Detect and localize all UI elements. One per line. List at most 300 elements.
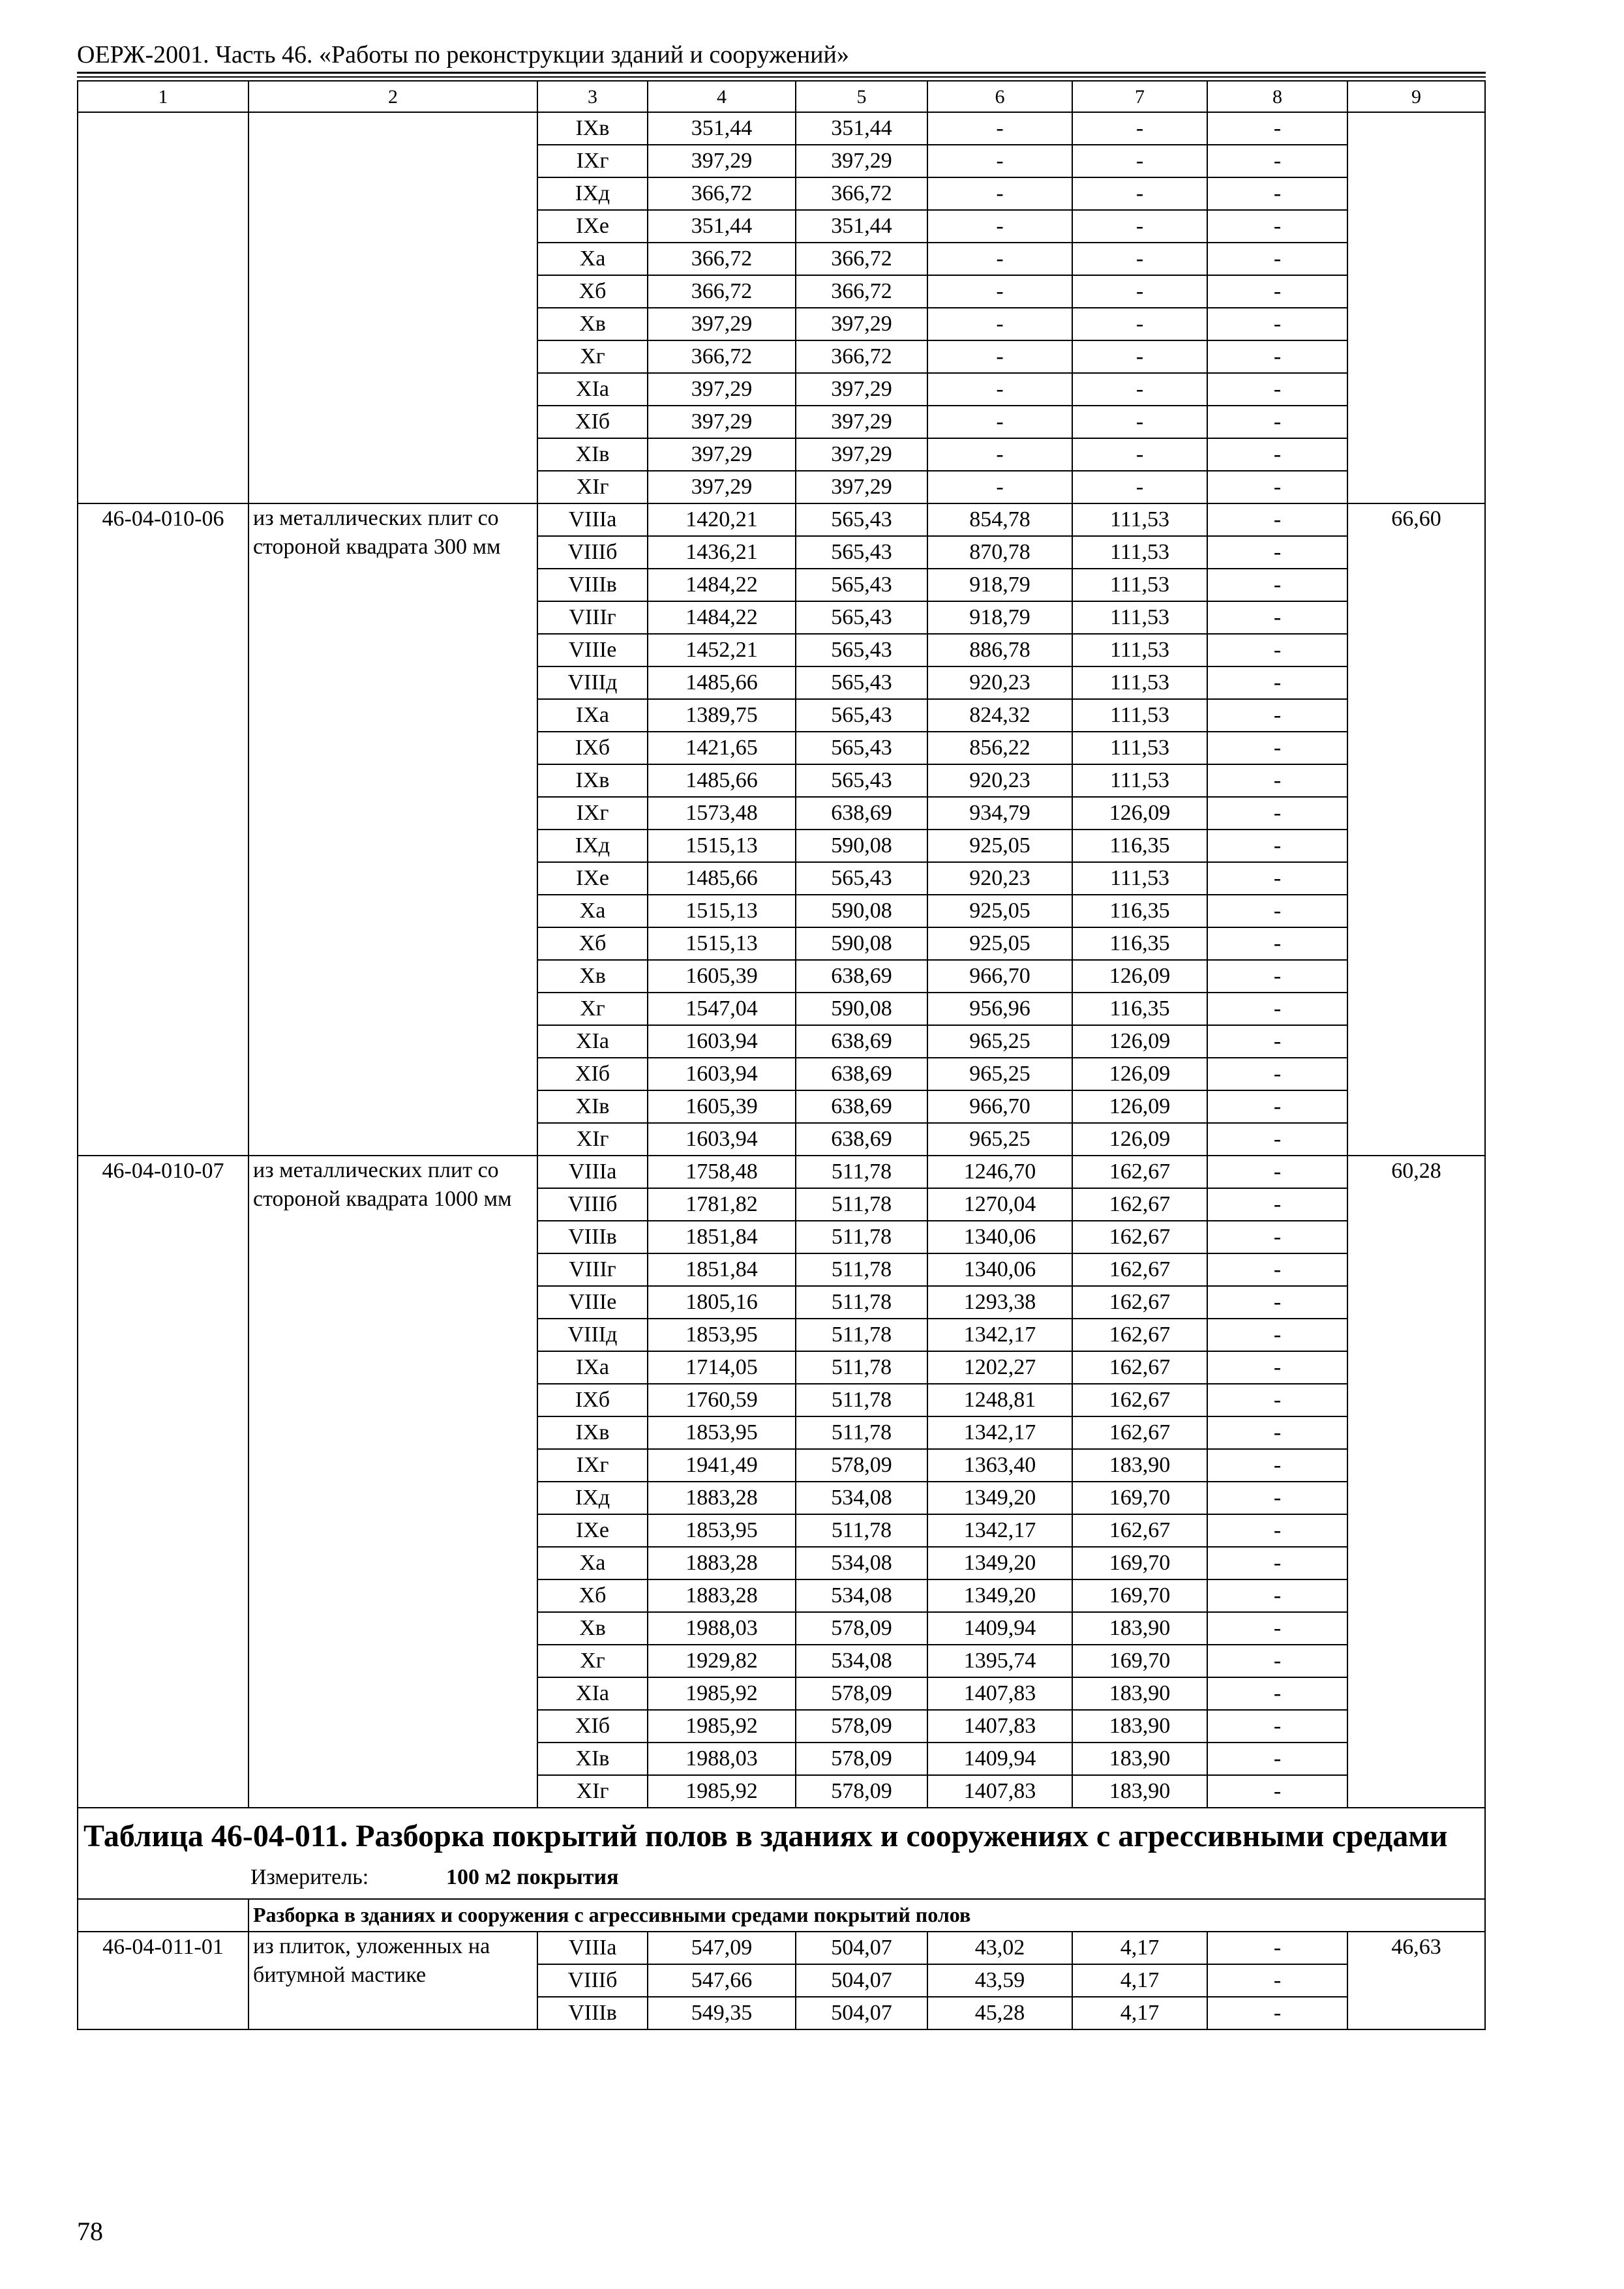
col7-cell: -: [1072, 112, 1207, 145]
col8-cell: -: [1207, 1286, 1347, 1319]
col6-cell: 956,96: [927, 993, 1072, 1025]
col5-cell: 351,44: [796, 210, 927, 243]
climate-zone-cell: IXд: [537, 830, 648, 862]
col7-cell: -: [1072, 340, 1207, 373]
col5-cell: 565,43: [796, 732, 927, 764]
col4-cell: 1988,03: [648, 1612, 796, 1645]
col4-cell: 351,44: [648, 112, 796, 145]
col5-cell: 397,29: [796, 406, 927, 438]
col6-cell: 1349,20: [927, 1547, 1072, 1579]
col7-cell: 116,35: [1072, 830, 1207, 862]
col7-cell: 111,53: [1072, 666, 1207, 699]
col4-cell: 1452,21: [648, 634, 796, 666]
col7-cell: 162,67: [1072, 1156, 1207, 1188]
col7-cell: 183,90: [1072, 1710, 1207, 1743]
climate-zone-cell: Xа: [537, 895, 648, 927]
col6-cell: -: [927, 145, 1072, 177]
col5-cell: 638,69: [796, 1123, 927, 1156]
col7-cell: 111,53: [1072, 569, 1207, 601]
col5-cell: 397,29: [796, 145, 927, 177]
col7-cell: 162,67: [1072, 1221, 1207, 1253]
col5-cell: 511,78: [796, 1351, 927, 1384]
col6-cell: -: [927, 308, 1072, 340]
climate-zone-cell: XIа: [537, 1025, 648, 1058]
col5-cell: 534,08: [796, 1645, 927, 1677]
col6-cell: 856,22: [927, 732, 1072, 764]
col5-cell: 534,08: [796, 1579, 927, 1612]
header-rule: [77, 72, 1486, 74]
col4-cell: 1714,05: [648, 1351, 796, 1384]
col8-cell: -: [1207, 927, 1347, 960]
col4-cell: 1436,21: [648, 536, 796, 569]
col8-cell: -: [1207, 862, 1347, 895]
col8-cell: -: [1207, 177, 1347, 210]
climate-zone-cell: IXв: [537, 112, 648, 145]
col7-cell: 126,09: [1072, 1123, 1207, 1156]
column-number: 9: [1347, 81, 1485, 112]
col8-cell: -: [1207, 993, 1347, 1025]
col4-cell: 1988,03: [648, 1743, 796, 1775]
col7-cell: 4,17: [1072, 1932, 1207, 1964]
climate-zone-cell: VIIIа: [537, 1156, 648, 1188]
col5-cell: 565,43: [796, 666, 927, 699]
col5-cell: 397,29: [796, 373, 927, 406]
description-cell: [248, 112, 537, 503]
col8-cell: -: [1207, 1743, 1347, 1775]
column-number: 6: [927, 81, 1072, 112]
col7-cell: 126,09: [1072, 1090, 1207, 1123]
col8-cell: -: [1207, 764, 1347, 797]
column-number: 5: [796, 81, 927, 112]
climate-zone-cell: VIIIд: [537, 666, 648, 699]
col5-cell: 578,09: [796, 1449, 927, 1482]
col5-cell: 590,08: [796, 927, 927, 960]
col6-cell: 1409,94: [927, 1612, 1072, 1645]
col6-cell: 920,23: [927, 862, 1072, 895]
climate-zone-cell: Xа: [537, 1547, 648, 1579]
climate-zone-cell: IXг: [537, 1449, 648, 1482]
col5-cell: 590,08: [796, 895, 927, 927]
col8-cell: -: [1207, 1997, 1347, 2029]
col4-cell: 397,29: [648, 308, 796, 340]
climate-zone-cell: VIIIе: [537, 1286, 648, 1319]
col6-cell: 43,02: [927, 1932, 1072, 1964]
col5-cell: 366,72: [796, 275, 927, 308]
col4-cell: 366,72: [648, 275, 796, 308]
col8-cell: -: [1207, 1156, 1347, 1188]
col7-cell: 169,70: [1072, 1482, 1207, 1514]
col4-cell: 549,35: [648, 1997, 796, 2029]
col4-cell: 1883,28: [648, 1482, 796, 1514]
climate-zone-cell: Xа: [537, 243, 648, 275]
col7-cell: -: [1072, 308, 1207, 340]
col7-cell: 183,90: [1072, 1677, 1207, 1710]
col8-cell: -: [1207, 634, 1347, 666]
col5-cell: 511,78: [796, 1514, 927, 1547]
col5-cell: 638,69: [796, 1058, 927, 1090]
col7-cell: -: [1072, 406, 1207, 438]
col4-cell: 1941,49: [648, 1449, 796, 1482]
col5-cell: 504,07: [796, 1964, 927, 1997]
climate-zone-cell: IXб: [537, 1384, 648, 1416]
col6-cell: 1407,83: [927, 1677, 1072, 1710]
price-table: [77, 80, 1486, 2030]
col7-cell: 126,09: [1072, 960, 1207, 993]
climate-zone-cell: VIIIв: [537, 1997, 648, 2029]
col5-cell: 511,78: [796, 1188, 927, 1221]
col8-cell: -: [1207, 145, 1347, 177]
col6-cell: 1270,04: [927, 1188, 1072, 1221]
col6-cell: 1342,17: [927, 1514, 1072, 1547]
col8-cell: -: [1207, 895, 1347, 927]
col8-cell: -: [1207, 503, 1347, 536]
column-number: 8: [1207, 81, 1347, 112]
col4-cell: 1485,66: [648, 862, 796, 895]
col4-cell: 1547,04: [648, 993, 796, 1025]
col5-cell: 578,09: [796, 1775, 927, 1808]
col5-cell: 565,43: [796, 569, 927, 601]
col5-cell: 504,07: [796, 1932, 927, 1964]
climate-zone-cell: Xв: [537, 308, 648, 340]
col4-cell: 397,29: [648, 438, 796, 471]
table-title-row: [78, 1808, 1485, 1899]
col7-cell: 169,70: [1072, 1645, 1207, 1677]
col6-cell: 925,05: [927, 895, 1072, 927]
col4-cell: 1484,22: [648, 569, 796, 601]
col7-cell: 116,35: [1072, 895, 1207, 927]
col7-cell: 4,17: [1072, 1997, 1207, 2029]
col4-cell: 1603,94: [648, 1058, 796, 1090]
col5-cell: 351,44: [796, 112, 927, 145]
col4-cell: 1805,16: [648, 1286, 796, 1319]
col5-cell: 511,78: [796, 1253, 927, 1286]
climate-zone-cell: XIа: [537, 373, 648, 406]
col6-cell: 925,05: [927, 927, 1072, 960]
col4-cell: 397,29: [648, 406, 796, 438]
climate-zone-cell: IXа: [537, 1351, 648, 1384]
col6-cell: 854,78: [927, 503, 1072, 536]
climate-zone-cell: Xб: [537, 275, 648, 308]
col6-cell: 1407,83: [927, 1775, 1072, 1808]
col7-cell: 162,67: [1072, 1188, 1207, 1221]
col7-cell: 116,35: [1072, 993, 1207, 1025]
col6-cell: -: [927, 340, 1072, 373]
col6-cell: 966,70: [927, 960, 1072, 993]
col7-cell: 111,53: [1072, 764, 1207, 797]
col4-cell: 366,72: [648, 177, 796, 210]
climate-zone-cell: VIIIг: [537, 601, 648, 634]
col7-cell: 111,53: [1072, 634, 1207, 666]
col8-cell: -: [1207, 471, 1347, 503]
col4-cell: 351,44: [648, 210, 796, 243]
col8-cell: -: [1207, 666, 1347, 699]
col9-cell: 60,28: [1347, 1156, 1485, 1808]
col8-cell: -: [1207, 340, 1347, 373]
col8-cell: -: [1207, 1612, 1347, 1645]
column-number-row: [78, 81, 1485, 112]
col6-cell: 966,70: [927, 1090, 1072, 1123]
col7-cell: 169,70: [1072, 1547, 1207, 1579]
climate-zone-cell: VIIIв: [537, 1221, 648, 1253]
col6-cell: 1363,40: [927, 1449, 1072, 1482]
code-cell: 46-04-010-06: [78, 503, 248, 1156]
col4-cell: 1603,94: [648, 1025, 796, 1058]
col5-cell: 366,72: [796, 243, 927, 275]
col8-cell: -: [1207, 373, 1347, 406]
column-number: 7: [1072, 81, 1207, 112]
col4-cell: 1985,92: [648, 1775, 796, 1808]
col8-cell: -: [1207, 830, 1347, 862]
climate-zone-cell: VIIIв: [537, 569, 648, 601]
col8-cell: -: [1207, 1058, 1347, 1090]
col7-cell: -: [1072, 471, 1207, 503]
code-cell: 46-04-011-01: [78, 1932, 248, 2029]
col7-cell: 126,09: [1072, 797, 1207, 830]
col7-cell: -: [1072, 275, 1207, 308]
col7-cell: 183,90: [1072, 1612, 1207, 1645]
col7-cell: 183,90: [1072, 1775, 1207, 1808]
col7-cell: 116,35: [1072, 927, 1207, 960]
col7-cell: 162,67: [1072, 1253, 1207, 1286]
climate-zone-cell: VIIIб: [537, 1188, 648, 1221]
col6-cell: -: [927, 438, 1072, 471]
column-number: 3: [537, 81, 648, 112]
col8-cell: -: [1207, 699, 1347, 732]
description-cell: из металлических плит со стороной квадрата 300 мм: [248, 503, 537, 1156]
climate-zone-cell: Xг: [537, 340, 648, 373]
col8-cell: -: [1207, 1964, 1347, 1997]
section-title: Разборка в зданиях и сооружения с агрессивными средами покрытий полов: [248, 1899, 1485, 1932]
col7-cell: 126,09: [1072, 1025, 1207, 1058]
climate-zone-cell: IXе: [537, 210, 648, 243]
col4-cell: 1485,66: [648, 764, 796, 797]
col6-cell: 45,28: [927, 1997, 1072, 2029]
col4-cell: 1421,65: [648, 732, 796, 764]
column-number: 4: [648, 81, 796, 112]
col8-cell: -: [1207, 797, 1347, 830]
col8-cell: -: [1207, 1547, 1347, 1579]
climate-zone-cell: IXе: [537, 1514, 648, 1547]
col6-cell: -: [927, 406, 1072, 438]
section-empty-cell: [78, 1899, 248, 1932]
col5-cell: 578,09: [796, 1743, 927, 1775]
col6-cell: 870,78: [927, 536, 1072, 569]
col8-cell: -: [1207, 1677, 1347, 1710]
col9-cell: 46,63: [1347, 1932, 1485, 2029]
col4-cell: 397,29: [648, 471, 796, 503]
climate-zone-cell: XIг: [537, 1123, 648, 1156]
col4-cell: 1515,13: [648, 830, 796, 862]
col4-cell: 1883,28: [648, 1579, 796, 1612]
col6-cell: 1349,20: [927, 1482, 1072, 1514]
col6-cell: 824,32: [927, 699, 1072, 732]
col6-cell: 934,79: [927, 797, 1072, 830]
col4-cell: 1853,95: [648, 1319, 796, 1351]
col6-cell: 1340,06: [927, 1221, 1072, 1253]
col8-cell: -: [1207, 1188, 1347, 1221]
col8-cell: -: [1207, 1514, 1347, 1547]
meter-line: [83, 1863, 1479, 1892]
col6-cell: -: [927, 471, 1072, 503]
col8-cell: -: [1207, 601, 1347, 634]
col4-cell: 1603,94: [648, 1123, 796, 1156]
col6-cell: 965,25: [927, 1058, 1072, 1090]
climate-zone-cell: Xг: [537, 993, 648, 1025]
col8-cell: -: [1207, 1351, 1347, 1384]
col5-cell: 511,78: [796, 1156, 927, 1188]
col8-cell: -: [1207, 275, 1347, 308]
col5-cell: 565,43: [796, 536, 927, 569]
col8-cell: -: [1207, 308, 1347, 340]
col4-cell: 1781,82: [648, 1188, 796, 1221]
col8-cell: -: [1207, 1123, 1347, 1156]
col4-cell: 1853,95: [648, 1416, 796, 1449]
col7-cell: -: [1072, 210, 1207, 243]
climate-zone-cell: IXе: [537, 862, 648, 895]
col6-cell: 886,78: [927, 634, 1072, 666]
col8-cell: -: [1207, 1775, 1347, 1808]
col7-cell: 162,67: [1072, 1384, 1207, 1416]
col4-cell: 366,72: [648, 243, 796, 275]
climate-zone-cell: XIг: [537, 1775, 648, 1808]
col6-cell: -: [927, 373, 1072, 406]
climate-zone-cell: IXг: [537, 145, 648, 177]
col6-cell: 1349,20: [927, 1579, 1072, 1612]
col6-cell: 918,79: [927, 569, 1072, 601]
climate-zone-cell: Xб: [537, 927, 648, 960]
col7-cell: 162,67: [1072, 1416, 1207, 1449]
table-row: [78, 1156, 1485, 1188]
col5-cell: 638,69: [796, 1025, 927, 1058]
col6-cell: 1409,94: [927, 1743, 1072, 1775]
col7-cell: 111,53: [1072, 503, 1207, 536]
col6-cell: 965,25: [927, 1123, 1072, 1156]
col5-cell: 565,43: [796, 634, 927, 666]
col5-cell: 565,43: [796, 699, 927, 732]
col8-cell: -: [1207, 1025, 1347, 1058]
col5-cell: 565,43: [796, 764, 927, 797]
code-cell: [78, 112, 248, 503]
climate-zone-cell: Xв: [537, 1612, 648, 1645]
header-rule-secondary: [77, 76, 1486, 78]
climate-zone-cell: VIIIа: [537, 1932, 648, 1964]
col7-cell: -: [1072, 243, 1207, 275]
climate-zone-cell: IXа: [537, 699, 648, 732]
col5-cell: 590,08: [796, 830, 927, 862]
col7-cell: -: [1072, 438, 1207, 471]
climate-zone-cell: VIIIб: [537, 1964, 648, 1997]
col7-cell: -: [1072, 145, 1207, 177]
col8-cell: -: [1207, 1932, 1347, 1964]
col4-cell: 1851,84: [648, 1221, 796, 1253]
col5-cell: 590,08: [796, 993, 927, 1025]
page-number: 78: [77, 2217, 103, 2246]
col6-cell: 925,05: [927, 830, 1072, 862]
col6-cell: 1202,27: [927, 1351, 1072, 1384]
col4-cell: 1484,22: [648, 601, 796, 634]
col5-cell: 504,07: [796, 1997, 927, 2029]
table-title: Таблица 46-04-011. Разборка покрытий полов в зданиях и сооружениях с агрессивными средами: [83, 1819, 1448, 1853]
climate-zone-cell: IXв: [537, 1416, 648, 1449]
column-number: 2: [248, 81, 537, 112]
climate-zone-cell: XIа: [537, 1677, 648, 1710]
climate-zone-cell: VIIIг: [537, 1253, 648, 1286]
col8-cell: -: [1207, 406, 1347, 438]
col8-cell: -: [1207, 1579, 1347, 1612]
col6-cell: 1246,70: [927, 1156, 1072, 1188]
col8-cell: -: [1207, 569, 1347, 601]
col4-cell: 1760,59: [648, 1384, 796, 1416]
col6-cell: 1293,38: [927, 1286, 1072, 1319]
col7-cell: 169,70: [1072, 1579, 1207, 1612]
col8-cell: -: [1207, 1710, 1347, 1743]
col9-cell: [1347, 112, 1485, 503]
climate-zone-cell: XIг: [537, 471, 648, 503]
col4-cell: 1605,39: [648, 1090, 796, 1123]
col6-cell: 920,23: [927, 666, 1072, 699]
climate-zone-cell: Xв: [537, 960, 648, 993]
col6-cell: 1340,06: [927, 1253, 1072, 1286]
col8-cell: -: [1207, 243, 1347, 275]
climate-zone-cell: IXд: [537, 1482, 648, 1514]
col5-cell: 578,09: [796, 1710, 927, 1743]
col5-cell: 511,78: [796, 1221, 927, 1253]
climate-zone-cell: IXб: [537, 732, 648, 764]
col6-cell: 1342,17: [927, 1416, 1072, 1449]
running-header: ОЕРЖ-2001. Часть 46. «Работы по реконструкции зданий и сооружений»: [77, 41, 849, 68]
climate-zone-cell: IXд: [537, 177, 648, 210]
col7-cell: 162,67: [1072, 1351, 1207, 1384]
col5-cell: 511,78: [796, 1286, 927, 1319]
col5-cell: 397,29: [796, 471, 927, 503]
col6-cell: -: [927, 112, 1072, 145]
col7-cell: 183,90: [1072, 1449, 1207, 1482]
climate-zone-cell: XIв: [537, 1090, 648, 1123]
col8-cell: -: [1207, 1253, 1347, 1286]
col7-cell: 111,53: [1072, 601, 1207, 634]
col4-cell: 1985,92: [648, 1677, 796, 1710]
col7-cell: 162,67: [1072, 1286, 1207, 1319]
climate-zone-cell: IXв: [537, 764, 648, 797]
col5-cell: 578,09: [796, 1677, 927, 1710]
climate-zone-cell: XIб: [537, 406, 648, 438]
col5-cell: 565,43: [796, 503, 927, 536]
col5-cell: 397,29: [796, 308, 927, 340]
col8-cell: -: [1207, 1645, 1347, 1677]
col4-cell: 547,09: [648, 1932, 796, 1964]
meter-label: Измеритель:: [250, 1865, 369, 1889]
col8-cell: -: [1207, 1416, 1347, 1449]
col5-cell: 638,69: [796, 960, 927, 993]
col8-cell: -: [1207, 732, 1347, 764]
climate-zone-cell: XIб: [537, 1058, 648, 1090]
col6-cell: 920,23: [927, 764, 1072, 797]
col7-cell: 183,90: [1072, 1743, 1207, 1775]
col5-cell: 638,69: [796, 797, 927, 830]
col4-cell: 1929,82: [648, 1645, 796, 1677]
col6-cell: -: [927, 210, 1072, 243]
col4-cell: 397,29: [648, 373, 796, 406]
col4-cell: 1605,39: [648, 960, 796, 993]
col7-cell: 4,17: [1072, 1964, 1207, 1997]
col4-cell: 547,66: [648, 1964, 796, 1997]
col8-cell: -: [1207, 210, 1347, 243]
col6-cell: 965,25: [927, 1025, 1072, 1058]
table-title-cell: [78, 1808, 1485, 1899]
col8-cell: -: [1207, 1221, 1347, 1253]
col7-cell: 111,53: [1072, 699, 1207, 732]
col4-cell: 1420,21: [648, 503, 796, 536]
